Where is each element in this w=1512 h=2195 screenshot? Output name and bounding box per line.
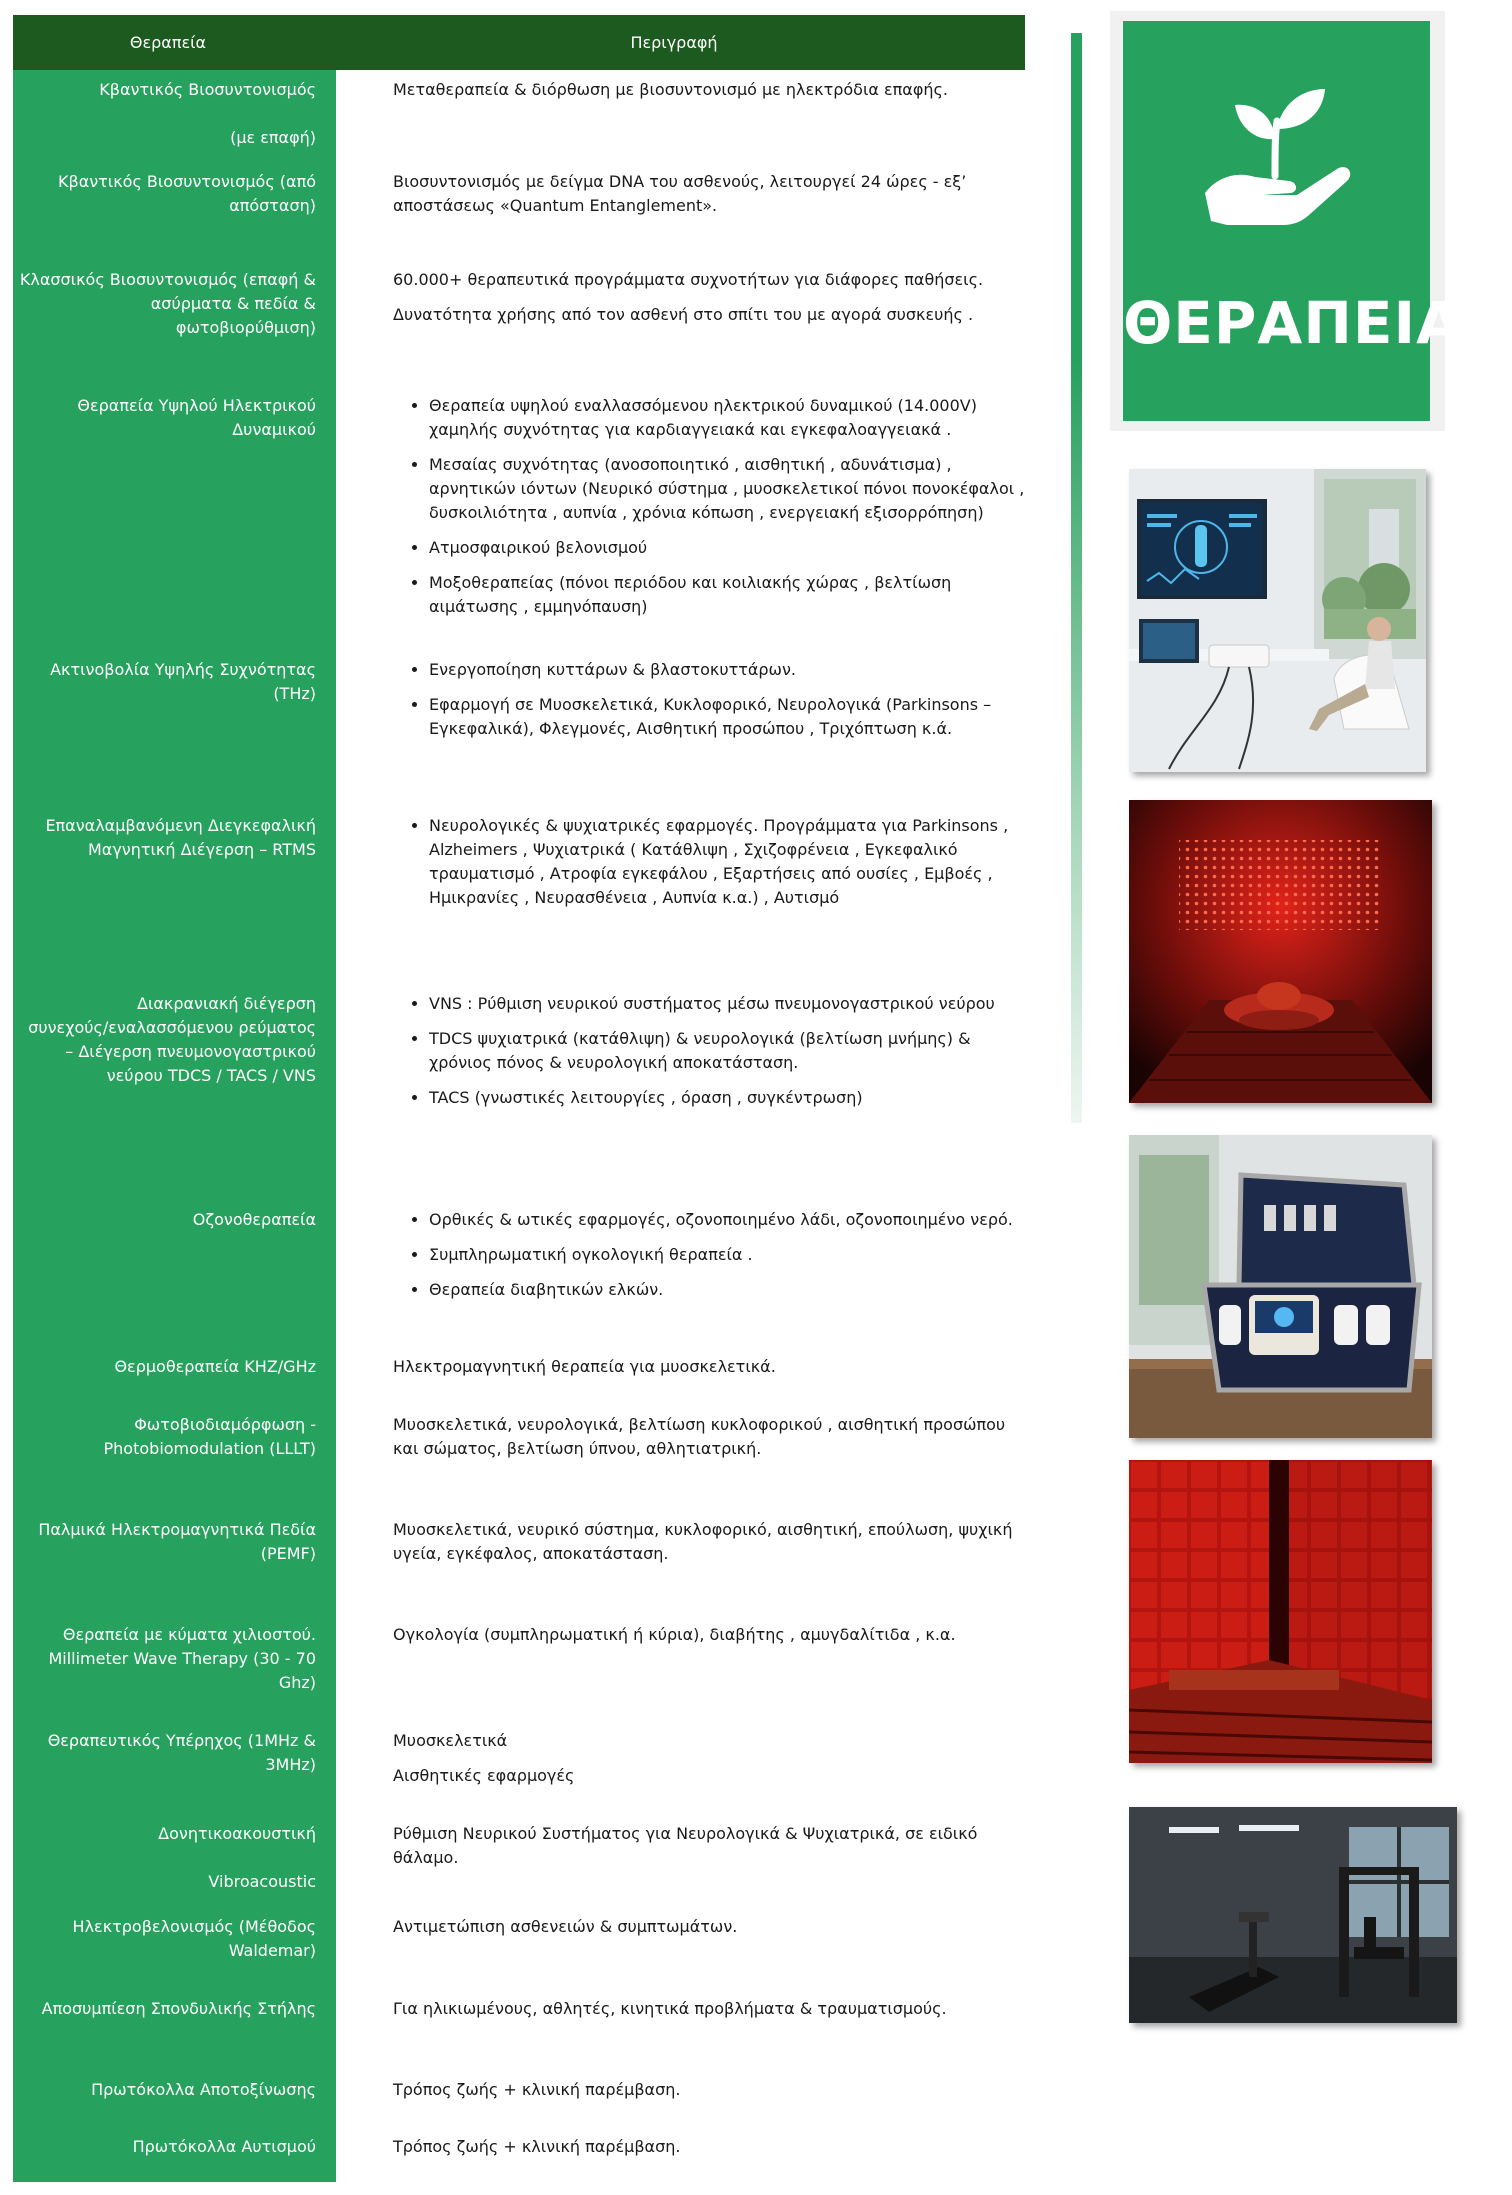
description-paragraph: Μυοσκελετικά (393, 1731, 508, 1750)
description-paragraph: Μυοσκελετικά, νευρικό σύστημα, κυκλοφορικό, αισθητική, επούλωση, ψυχική υγεία, εγκέφαλος, αποκατάσταση. (393, 1520, 1013, 1563)
description-paragraph: Δυνατότητα χρήσης από τον ασθενή στο σπίτι του με αγορά συσκευής . (393, 305, 974, 324)
therapy-name: Θεραπεία Υψηλού Ηλεκτρικού Δυναμικού (77, 396, 316, 439)
therapy-name: Ηλεκτροβελονισμός (Μέθοδος Waldemar) (72, 1917, 316, 1960)
description-paragraph: 60.000+ θεραπευτικά προγράμματα συχνοτήτων για διάφορες παθήσεις. (393, 270, 984, 289)
therapy-name: Κβαντικός Βιοσυντονισμός (με επαφή) (99, 80, 316, 147)
description-bullet: • Μοξοθεραπείας (πόνοι περιόδου και κοιλιακής χώρας , βελτίωση αιμάτωσης , εμμηνόπαυση) (429, 571, 1033, 619)
therapy-description (393, 814, 1033, 921)
clinic-screen-photo (1129, 469, 1426, 772)
therapy-name: Κβαντικός Βιοσυντονισμός (από απόσταση) (57, 172, 316, 215)
column-header-description: Περιγραφή (630, 33, 718, 52)
description-paragraph: Ρύθμιση Νευρικού Συστήματος για Νευρολογικά & Ψυχιατρικά, σε ειδικό θάλαμο. (393, 1824, 978, 1867)
therapy-description (393, 1729, 1033, 1799)
red-light-sauna-photo (1129, 1460, 1432, 1763)
description-paragraph: Αισθητικές εφαρμογές (393, 1766, 575, 1785)
therapy-description (393, 1518, 1033, 1577)
description-paragraph: Τρόπος ζωής + κλινική παρέμβαση. (393, 2137, 681, 2156)
therapy-name: Πρωτόκολλα Αποτοξίνωσης (91, 2080, 316, 2099)
therapy-name: Θεραπεία με κύματα χιλιοστού. Millimeter Wave Therapy (30 - 70 Ghz) (48, 1625, 316, 1692)
therapy-description (393, 658, 1033, 752)
description-bullet: • TDCS ψυχιατρικά (κατάθλιψη) & νευρολογικά (βελτίωση μνήμης) & χρόνιος πόνος & νευρολογική αποκατάσταση. (429, 1027, 1033, 1075)
therapy-description (393, 1997, 1033, 2032)
therapy-description (393, 268, 1033, 338)
description-bullet: • Θεραπεία διαβητικών ελκών. (429, 1278, 1033, 1302)
plant-in-hand-icon (1197, 81, 1357, 231)
therapy-description (393, 394, 1033, 630)
therapy-name: Αποσυμπίεση Σπονδυλικής Στήλης (41, 1999, 316, 2018)
table-header (13, 15, 1025, 70)
therapy-description (393, 1915, 1033, 1950)
description-bullet: • Θεραπεία υψηλού εναλλασσόμενου ηλεκτρικού δυναμικού (14.000V) χαμηλής συχνότητας για καρδιαγγειακά και εγκεφαλοαγγειακά . (429, 394, 1033, 442)
description-bullet: • Νευρολογικές & ψυχιατρικές εφαρμογές. Προγράμματα για Parkinsons , Alzheimers , Ψυχιατρικά ( Κατάθλιψη , Σχιζοφρένεια , Εγκεφαλικό τραυματισμό , Ατροφία εγκεφάλου , Εξαρτήσεις από ουσίες , Εμβοές , Ημικρανίες , Νευρασθένεια , Αυπνία κ.α.) , Αυτισμό (429, 814, 1033, 910)
therapy-description (393, 1413, 1033, 1472)
description-bullet: • VNS : Ρύθμιση νευρικού συστήματος μέσω πνευμονογαστρικού νεύρου (429, 992, 1033, 1016)
therapy-description (393, 1208, 1033, 1313)
logo-background (1123, 21, 1462, 421)
description-bullet-list (393, 1208, 1033, 1302)
red-light-bed-photo (1129, 800, 1432, 1103)
description-paragraph: Βιοσυντονισμός με δείγμα DNA του ασθενούς, λειτουργεί 24 ώρες - εξ’ αποστάσεως «Quantum Entanglement». (393, 172, 967, 215)
therapy-name: Παλμικά Ηλεκτρομαγνητικά Πεδία (PEMF) (38, 1520, 316, 1563)
therapy-description (393, 2078, 1033, 2113)
therapy-name: Δονητικοακουστική Vibroacoustic (158, 1824, 316, 1891)
description-bullet: • Ατμοσφαιρικού βελονισμού (429, 536, 1033, 560)
logo-card (1110, 11, 1462, 431)
therapy-description (393, 1822, 1033, 1881)
therapy-description (393, 2135, 1033, 2170)
therapy-description (393, 992, 1033, 1121)
therapy-name: Θεραπευτικός Υπέρηχος (1MHz & 3MHz) (47, 1731, 316, 1774)
therapy-name: Κλασσικός Βιοσυντονισμός (επαφή & ασύρματα & πεδία & φωτοβιορύθμιση) (19, 270, 316, 337)
therapy-name: Φωτοβιοδιαμόρφωση - Photobiomodulation (LLLT) (103, 1415, 316, 1458)
description-bullet: • Ενεργοποίηση κυττάρων & βλαστοκυττάρων. (429, 658, 1033, 682)
therapy-name: Πρωτόκολλα Αυτισμού (132, 2137, 316, 2156)
description-bullet: • TACS (γνωστικές λειτουργίες , όραση , συγκέντρωση) (429, 1086, 1033, 1110)
vertical-divider (1071, 33, 1082, 1123)
description-bullet: • Συμπληρωματική ογκολογική θεραπεία . (429, 1243, 1033, 1267)
description-bullet-list (393, 814, 1033, 910)
description-paragraph: Για ηλικιωμένους, αθλητές, κινητικά προβλήματα & τραυματισμούς. (393, 1999, 947, 2018)
logo-title: ΘΕΡΑΠΕΙΑ (1123, 289, 1462, 357)
description-paragraph: Αντιμετώπιση ασθενειών & συμπτωμάτων. (393, 1917, 738, 1936)
therapy-name: Θερμοθεραπεία KHZ/GHz (114, 1357, 316, 1376)
description-paragraph: Τρόπος ζωής + κλινική παρέμβαση. (393, 2080, 681, 2099)
therapy-name: Οζονοθεραπεία (192, 1210, 316, 1229)
therapy-description (393, 78, 1033, 113)
description-bullet-list (393, 394, 1033, 619)
device-case-photo (1129, 1135, 1432, 1438)
description-bullet: • Μεσαίας συχνότητας (ανοσοποιητικό , αισθητική , αδυνάτισμα) , αρνητικών ιόντων (Νευρικό σύστημα , μυοσκελετικοί πόνοι πονοκέφαλοι , δυσκοιλιότητα , αυπνία , χρόνια κόπωση , ενεργειακή εξισορρόπηση) (429, 453, 1033, 525)
therapy-name: Διακρανιακή διέγερση συνεχούς/εναλασσόμενου ρεύματος – Διέγερση πνευμονογαστρικού νεύρου TDCS / TACS / VNS (28, 994, 316, 1085)
description-paragraph: Ογκολογία (συμπληρωματική ή κύρια), διαβήτης , αμυγδαλίτιδα , κ.α. (393, 1625, 956, 1644)
therapy-description (393, 1355, 1033, 1390)
therapy-description (393, 1623, 1033, 1658)
description-bullet-list (393, 658, 1033, 741)
therapy-name: Ακτινοβολία Υψηλής Συχνότητας (THz) (50, 660, 316, 703)
description-bullet: • Εφαρμογή σε Μυοσκελετικά, Κυκλοφορικό, Νευρολογικά (Parkinsons – Εγκεφαλικά), Φλεγμονές, Αισθητική προσώπου , Τριχόπτωση κ.ά. (429, 693, 1033, 741)
description-bullet: • Ορθικές & ωτικές εφαρμογές, οζονοποιημένο λάδι, οζονοποιημένο νερό. (429, 1208, 1033, 1232)
description-paragraph: Μεταθεραπεία & διόρθωση με βιοσυντονισμό με ηλεκτρόδια επαφής. (393, 80, 949, 99)
column-header-therapy: Θεραπεία (129, 33, 207, 52)
gym-room-photo (1129, 1807, 1457, 2023)
therapy-description (393, 170, 1033, 229)
description-bullet-list (393, 992, 1033, 1110)
therapy-name: Επαναλαμβανόμενη Διεγκεφαλική Μαγνητική Διέγερση – RTMS (45, 816, 316, 859)
description-paragraph: Ηλεκτρομαγνητική θεραπεία για μυοσκελετικά. (393, 1357, 776, 1376)
description-paragraph: Μυοσκελετικά, νευρολογικά, βελτίωση κυκλοφορικού , αισθητική προσώπου και σώματος, βελτίωση ύπνου, αθλητιατρική. (393, 1415, 1006, 1458)
